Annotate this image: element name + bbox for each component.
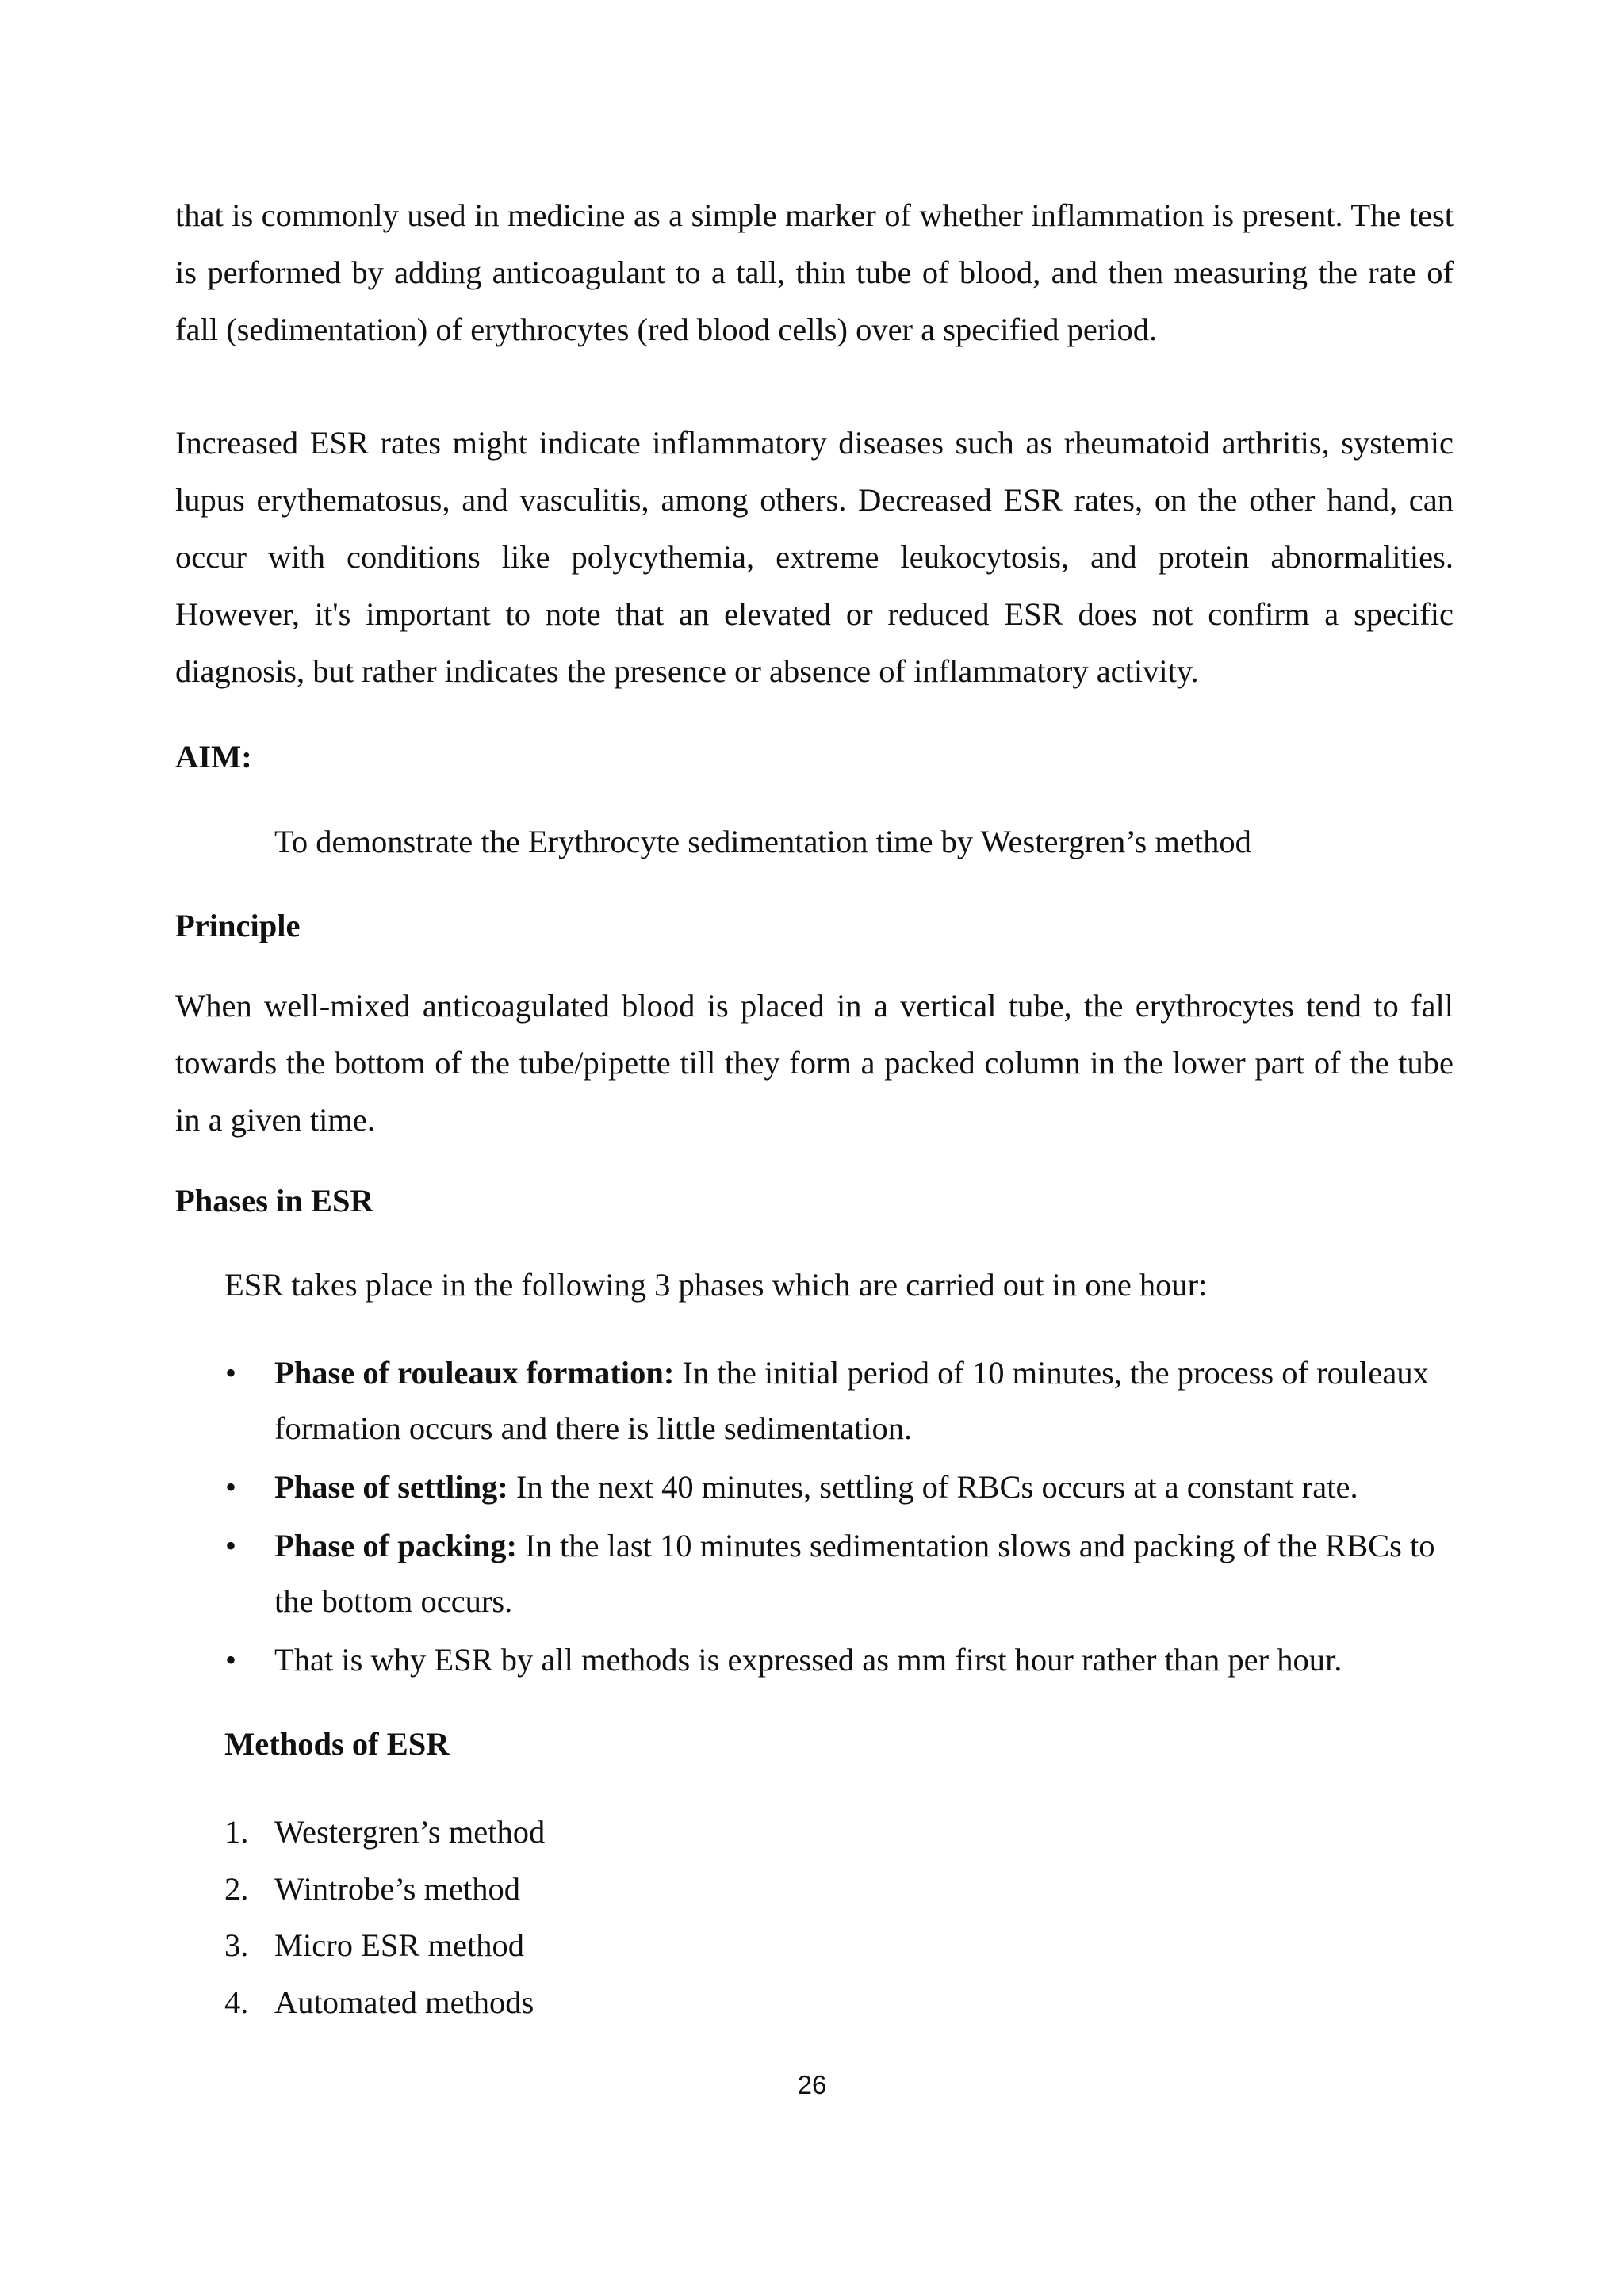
intro-paragraph-2: Increased ESR rates might indicate inflammatory diseases such as rheumatoid arthritis, systemic lupus erythematosus, and vasculitis, among others. Decreased ESR rates, on the other hand, can occur with conditions like polycythemia, extreme leukocytosis, and protein abnormalities. However, it's important to note that an elevated or reduced ESR does not confirm a specific diagnosis, but rather indicates the presence or absence of inflammatory activity.: [175, 425, 1454, 689]
bullet-icon: •: [225, 1642, 237, 1678]
bullet-icon: •: [225, 1469, 237, 1505]
intro-paragraph-1: that is commonly used in medicine as a simple marker of whether inflammation is present. The test is performed by adding anticoagulant to a tall, thin tube of blood, and then measuring the rate of fall (sedimentation) of erythrocytes (red blood cells) over a specified period.: [175, 197, 1454, 347]
methods-list: [224, 1804, 545, 2030]
phase-item-summary: [222, 1632, 1454, 1688]
aim-text: To demonstrate the Erythrocyte sedimentation time by Westergren’s method: [274, 824, 1251, 859]
principle-text: When well-mixed anticoagulated blood is placed in a vertical tube, the erythrocytes tend to fall towards the bottom of the tube/pipette till they form a packed column in the lower part of the tube in a given time.: [175, 988, 1454, 1138]
phases-intro: ESR takes place in the following 3 phases which are carried out in one hour:: [224, 1267, 1208, 1303]
aim-heading: AIM:: [175, 739, 252, 775]
phase-item-settling: [222, 1460, 1454, 1515]
phase-text: In the initial period of 10 minutes, the process of rouleaux formation occurs and there is little sedimentation.: [274, 1355, 1429, 1446]
phase-item-packing: [222, 1518, 1454, 1629]
bullet-icon: •: [225, 1355, 237, 1391]
method-item: 1. Westergren’s method: [224, 1814, 546, 1850]
phases-heading: Phases in ESR: [175, 1183, 373, 1219]
page-number: 26: [797, 2070, 827, 2099]
principle-heading: Principle: [175, 908, 301, 943]
phase-label: Phase of rouleaux formation:: [274, 1355, 675, 1391]
phases-list: [222, 1345, 1454, 1688]
phase-text: In the next 40 minutes, settling of RBCs occurs at a constant rate.: [508, 1469, 1358, 1505]
phase-text: In the last 10 minutes sedimentation slows and packing of the RBCs to the bottom occurs.: [274, 1528, 1435, 1619]
method-item: 4. Automated methods: [224, 1984, 534, 2020]
phase-label: Phase of packing:: [274, 1528, 518, 1563]
method-item: 2. Wintrobe’s method: [224, 1870, 520, 1907]
phase-item-rouleaux: [222, 1345, 1454, 1456]
methods-heading: Methods of ESR: [224, 1726, 450, 1762]
bullet-icon: •: [225, 1528, 237, 1563]
method-item: 3. Micro ESR method: [224, 1927, 524, 1963]
phase-label: Phase of settling:: [274, 1469, 508, 1505]
phase-text: That is why ESR by all methods is expressed as mm first hour rather than per hour.: [274, 1642, 1342, 1678]
